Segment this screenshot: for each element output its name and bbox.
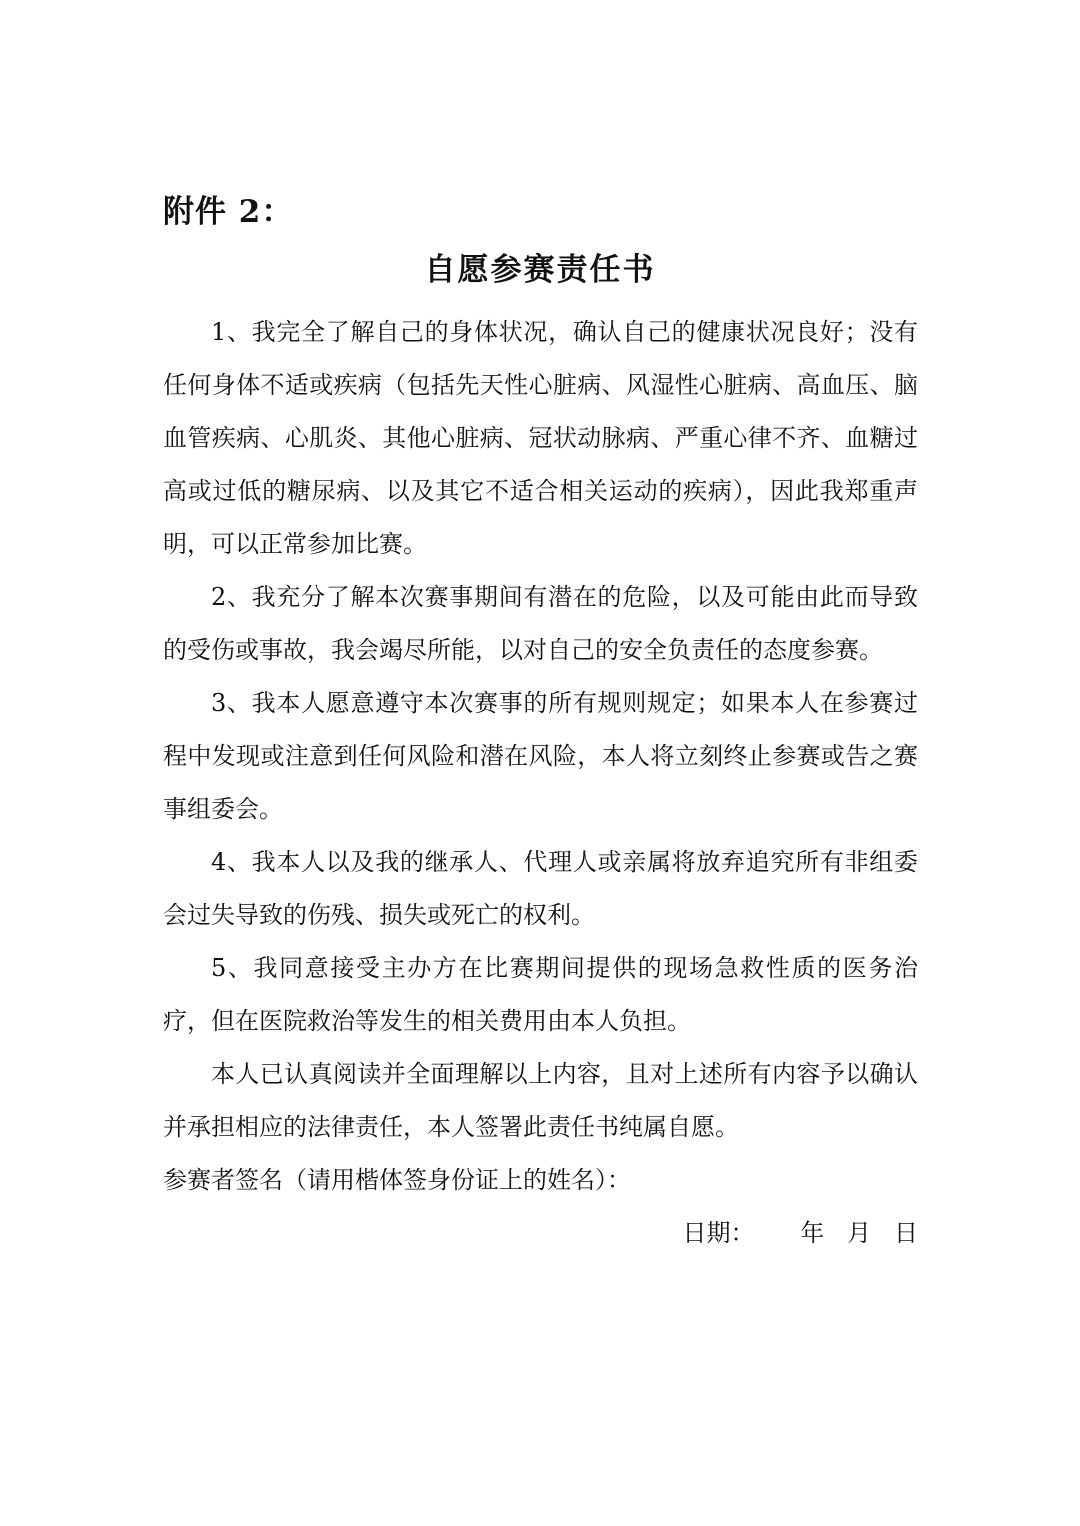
date-line: 日期： 年 月 日: [682, 1219, 918, 1247]
document-body: [163, 306, 918, 1260]
clause-4: 4、我本人以及我的继承人、代理人或亲属将放弃追究所有非组委会过失导致的伤残、损失或死亡的权利。: [163, 848, 918, 929]
clause-2: 2、我充分了解本次赛事期间有潜在的危险，以及可能由此而导致的受伤或事故，我会竭尽所能，以对自己的安全负责任的态度参赛。: [163, 583, 918, 664]
clause-1: 1、我完全了解自己的身体状况，确认自己的健康状况良好；没有任何身体不适或疾病（包括先天性心脏病、风湿性心脏病、高血压、脑血管疾病、心肌炎、其他心脏病、冠状动脉病、严重心律不齐、血糖过高或过低的糖尿病、以及其它不适合相关运动的疾病），因此我郑重声明，可以正常参加比赛。: [163, 318, 918, 558]
clause-5: 5、我同意接受主办方在比赛期间提供的现场急救性质的医务治疗，但在医院救治等发生的相关费用由本人负担。: [163, 954, 918, 1035]
document-title: 自愿参赛责任书: [424, 252, 656, 288]
clause-3: 3、我本人愿意遵守本次赛事的所有规则规定；如果本人在参赛过程中发现或注意到任何风险和潜在风险，本人将立刻终止参赛或告之赛事组委会。: [163, 689, 918, 823]
attachment-label: 附件 2：: [163, 194, 294, 230]
signature-line: 参赛者签名（请用楷体签身份证上的姓名）：: [163, 1166, 631, 1194]
confirmation-statement: 本人已认真阅读并全面理解以上内容，且对上述所有内容予以确认并承担相应的法律责任，本人签署此责任书纯属自愿。: [163, 1060, 918, 1141]
